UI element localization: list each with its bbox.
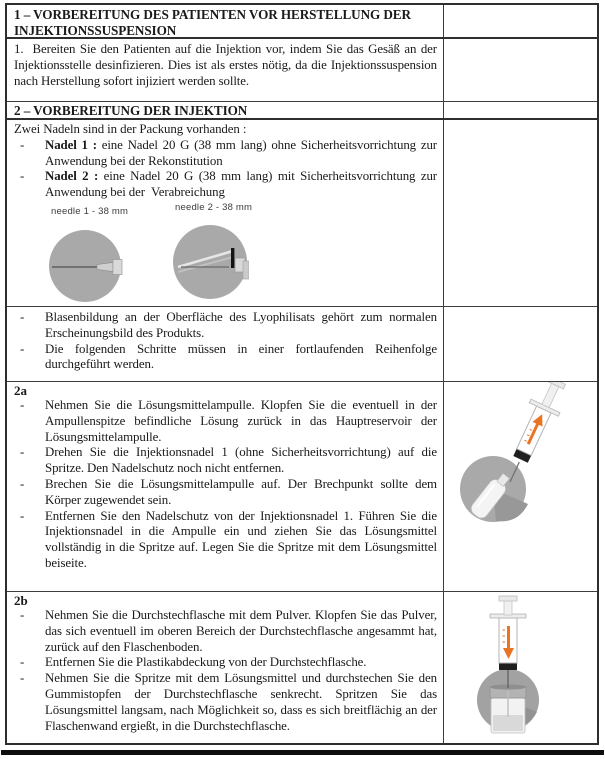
- list-bullet: -: [20, 508, 25, 523]
- vial-liquid: [493, 715, 523, 731]
- list-item: [14, 477, 437, 509]
- step2a-cell: [7, 382, 444, 591]
- note-text: Die folgenden Schritte müssen in einer fortlaufenden Reihenfolge durchgeführt werden.: [45, 341, 437, 372]
- step1-paragraph: 1. Bereiten Sie den Patienten auf die Injektion vor, indem Sie das Gesäß an der Injektionsstelle desinfizieren. Dies ist als erstes nötig, da die Injektionssuspension nach Herstellung sofort injiziert werden sollte.: [14, 42, 437, 88]
- list-bullet: -: [20, 655, 25, 670]
- notes-cell: [7, 307, 444, 381]
- step2b-image-cell: [444, 592, 597, 743]
- instruction-table: [5, 3, 599, 745]
- needles-intro: Zwei Nadeln sind in der Packung vorhanden :: [14, 122, 247, 136]
- needle1-image: [47, 226, 123, 304]
- list-item: [14, 445, 437, 477]
- syringe-ampoule-image: [444, 382, 597, 590]
- section2-header-empty-cell: [444, 102, 597, 118]
- needle1-hub: [113, 260, 122, 275]
- list-item: [14, 655, 437, 671]
- list-bullet: -: [20, 476, 25, 491]
- row-step1: [7, 39, 597, 102]
- list-bullet: -: [20, 310, 25, 324]
- list-item: [14, 342, 437, 374]
- needle2-hub-base: [243, 261, 249, 279]
- row-notes: [7, 307, 597, 382]
- section1-header-cell: [7, 5, 444, 37]
- vial: [490, 684, 526, 733]
- needle1-description: Nadel 1 : eine Nadel 20 G (38 mm lang) ohne Sicherheitsvorrichtung zur Anwendung bei der Rekonstitution: [45, 137, 437, 168]
- section1-header-empty-cell: [444, 5, 597, 37]
- row-step2b: [7, 592, 597, 743]
- needle2-description: Nadel 2 : eine Nadel 20 G (38 mm lang) mit Sicherheitsvorrichtung zur Anwendung bei der Verabreichung: [45, 169, 438, 200]
- step1-empty-cell: [444, 39, 597, 101]
- section1-title: 1 – VORBEREITUNG DES PATIENTEN VOR HERSTELLUNG DER INJEKTIONSSUSPENSION: [14, 7, 411, 38]
- needle1-label: needle 1 - 38 mm: [51, 206, 129, 217]
- list-item: [14, 608, 437, 655]
- list-bullet: -: [20, 671, 25, 686]
- page-bottom-rule: [1, 750, 604, 755]
- list-item: [14, 310, 437, 342]
- notes-empty-cell: [444, 307, 597, 381]
- list-bullet: -: [20, 169, 25, 184]
- needle2-image: [171, 221, 249, 301]
- list-item: [14, 509, 437, 572]
- row-step2a: [7, 382, 597, 592]
- list-bullet: -: [20, 398, 25, 412]
- note-text: Blasenbildung an der Oberfläche des Lyophilisats gehört zum normalen Erscheinungsbild des Produkts.: [45, 310, 437, 340]
- plunger-rod: [504, 600, 512, 615]
- section2-header-cell: [7, 102, 444, 118]
- step2a-instruction: Brechen Sie die Lösungsmittelampulle auf. Der Brechpunkt sollte dem Körper zugewendet sein.: [45, 476, 437, 507]
- step2b-instruction: Nehmen Sie die Spritze mit dem Lösungsmittel und durchstechen Sie den Gummistopfen der Durchstechflasche senkrecht. Spritzen Sie das Lösungsmittel langsam, nach Möglichkeit so, dass es sich breitflächig an der Flaschenwand ergießt, in die Durchstechflasche.: [45, 671, 437, 733]
- step2a-instruction: Drehen Sie die Injektionsnadel 1 (ohne Sicherheitsvorrichtung) auf die Spritze. Den Nadelschutz noch nicht entfernen.: [45, 445, 437, 476]
- list-item: [14, 138, 437, 170]
- step2a-instruction: Nehmen Sie die Lösungsmittelampulle. Klopfen Sie die eventuell in der Ampullenspitze befindliche Lösung zurück in das Hauptreservoir der Lösungsmittelampulle.: [45, 398, 437, 444]
- needles-cell: [7, 120, 444, 306]
- list-item: [14, 398, 437, 445]
- step2a-image-cell: [444, 382, 597, 591]
- row-section1-header: [7, 5, 597, 39]
- row-needles: [7, 120, 597, 307]
- step2b-cell: [7, 592, 444, 743]
- row-section2-header: [7, 102, 597, 120]
- list-bullet: -: [20, 137, 25, 152]
- list-item: [14, 671, 437, 734]
- plunger-thumb-rest: [499, 596, 517, 601]
- step2a-label: 2a: [14, 383, 27, 398]
- step2b-label: 2b: [14, 593, 28, 608]
- list-bullet: -: [20, 341, 25, 356]
- list-item: [14, 169, 437, 201]
- plunger-rod: [542, 382, 559, 407]
- step2b-instruction: Nehmen Sie die Durchstechflasche mit dem Pulver. Klopfen Sie das Pulver, das sich eventuell im oberen Bereich der Durchstechflasche angesammt hat, zurück auf den Flaschenboden.: [45, 608, 437, 654]
- syringe-vial-image: [444, 592, 597, 742]
- needles-empty-cell: [444, 120, 597, 306]
- step1-cell: [7, 39, 444, 101]
- step2b-instruction: Entfernen Sie die Plastikabdeckung von der Durchstechflasche.: [45, 655, 367, 670]
- step2a-instruction: Entfernen Sie den Nadelschutz von der Injektionsnadel 1. Führen Sie die Injektionsnadel in die Ampulle ein und ziehen Sie das Lösungsmittel vollständig in die Spritze auf. Legen Sie die Spritze mit dem Lösungsmittel beiseite.: [45, 508, 437, 570]
- needle2-lock-bar: [231, 248, 234, 268]
- list-bullet: -: [20, 445, 25, 460]
- list-bullet: -: [20, 608, 25, 622]
- needle2-label: needle 2 - 38 mm: [175, 202, 253, 213]
- section2-title: 2 – VORBEREITUNG DER INJEKTION: [14, 103, 248, 118]
